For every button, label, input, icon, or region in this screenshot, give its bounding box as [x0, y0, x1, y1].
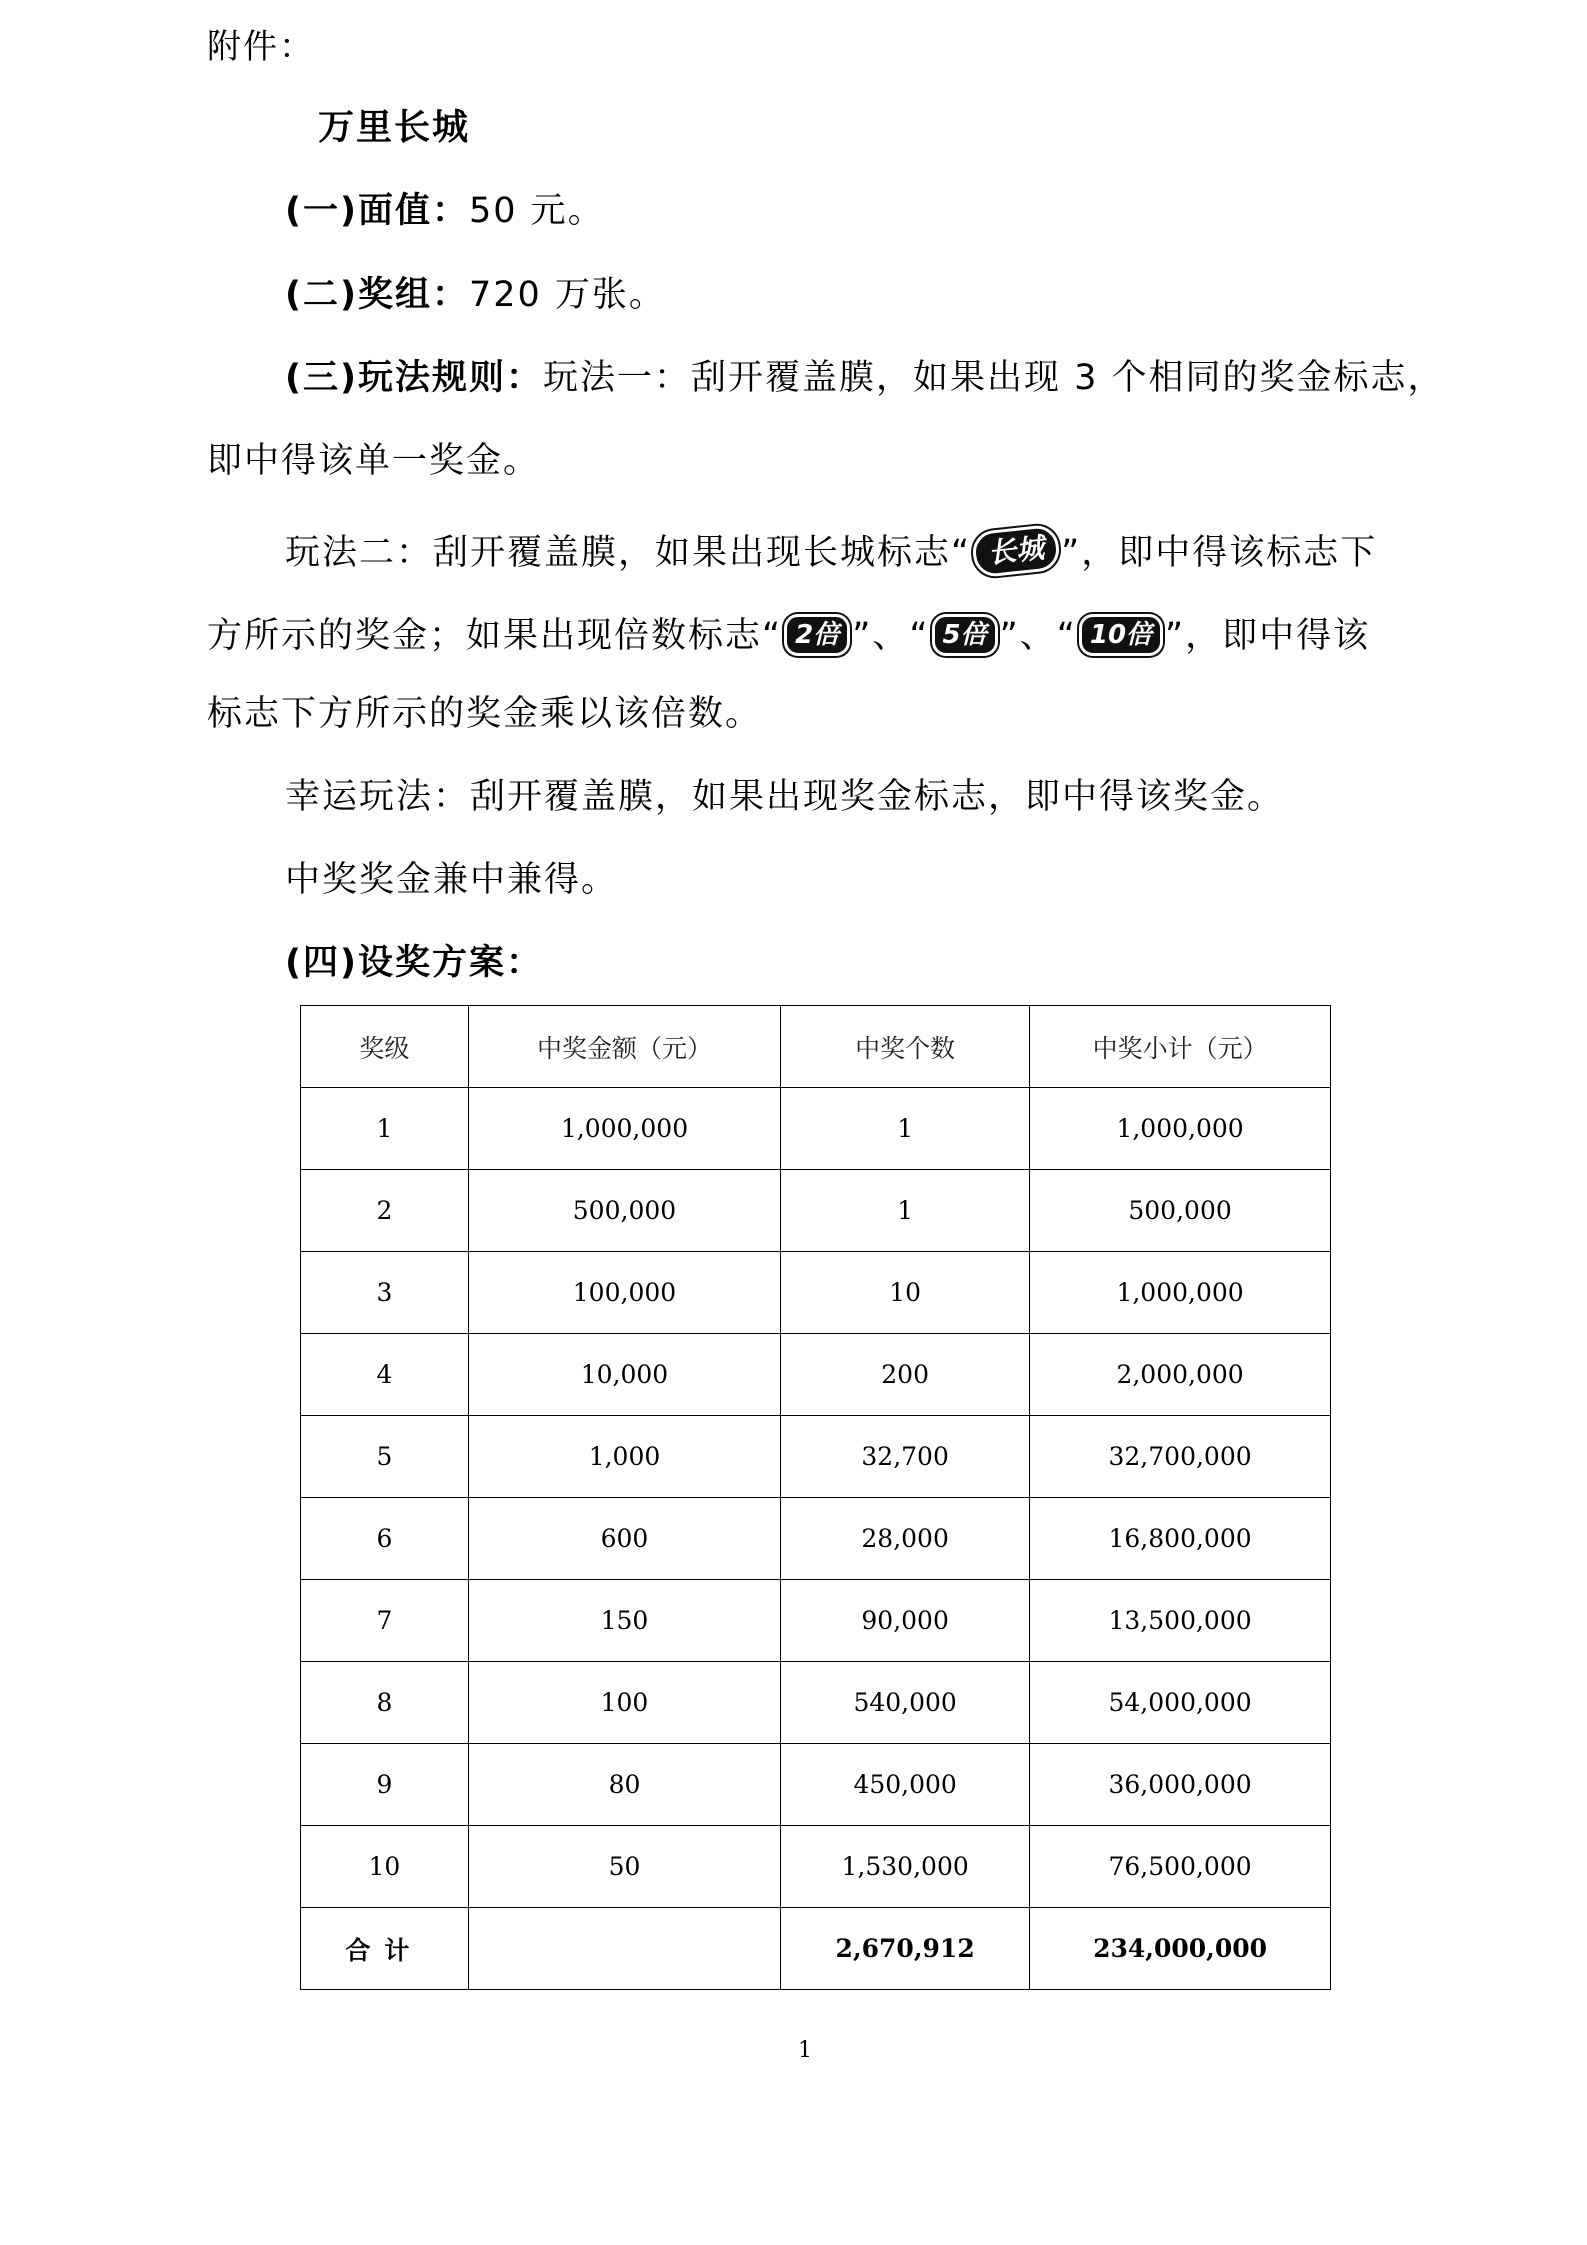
- column-header-level: 奖级: [301, 1006, 469, 1088]
- total-subtotal-cell: 234,000,000: [1030, 1908, 1331, 1990]
- rules-line-1: [285, 353, 1445, 403]
- face-value-line: [285, 186, 605, 236]
- prize-amount-cell: 1,000: [468, 1416, 780, 1498]
- column-header-amount: 中奖金额（元）: [468, 1006, 780, 1088]
- prize-level-cell: 1: [301, 1088, 469, 1170]
- prize-count-cell: 32,700: [781, 1416, 1030, 1498]
- prize-subtotal-cell: 54,000,000: [1030, 1662, 1331, 1744]
- total-label-cell: 合计: [301, 1908, 469, 1990]
- prize-count-cell: 1: [781, 1088, 1030, 1170]
- prize-plan-table: [300, 1005, 1331, 1990]
- play2-line-1: [285, 528, 1377, 578]
- table-total-row: [301, 1908, 1331, 1990]
- page-number: 1: [798, 2038, 812, 2063]
- prize-amount-cell: 50: [468, 1826, 780, 1908]
- prize-count-cell: 28,000: [781, 1498, 1030, 1580]
- play2-text-2b: ”，即中得该: [1165, 616, 1371, 656]
- prize-level-cell: 4: [301, 1334, 469, 1416]
- table-row: [301, 1252, 1331, 1334]
- prize-count-cell: 90,000: [781, 1580, 1030, 1662]
- column-header-subtotal: 中奖小计（元）: [1030, 1006, 1331, 1088]
- prize-plan-label: (四)设奖方案：: [285, 943, 543, 983]
- prize-level-cell: 2: [301, 1170, 469, 1252]
- lucky-play-line: 幸运玩法：刮开覆盖膜，如果出现奖金标志，即中得该奖金。: [285, 777, 1285, 817]
- prize-subtotal-cell: 1,000,000: [1030, 1252, 1331, 1334]
- table-row: [301, 1662, 1331, 1744]
- prize-amount-cell: 100,000: [468, 1252, 780, 1334]
- prize-count-cell: 10: [781, 1252, 1030, 1334]
- prize-level-cell: 8: [301, 1662, 469, 1744]
- prize-count-cell: 450,000: [781, 1744, 1030, 1826]
- great-wall-emblem-icon: 长城: [971, 524, 1061, 579]
- prize-subtotal-cell: 500,000: [1030, 1170, 1331, 1252]
- table-row: [301, 1170, 1331, 1252]
- prize-amount-cell: 10,000: [468, 1334, 780, 1416]
- column-header-count: 中奖个数: [781, 1006, 1030, 1088]
- play1-text-1: 玩法一：刮开覆盖膜，如果出现 3 个相同的奖金标志，: [543, 358, 1445, 398]
- table-row: [301, 1498, 1331, 1580]
- combined-prize-line: 中奖奖金兼中兼得。: [285, 860, 619, 900]
- prize-subtotal-cell: 2,000,000: [1030, 1334, 1331, 1416]
- prize-group-label: (二)奖组：: [285, 275, 469, 315]
- prize-count-cell: 1: [781, 1170, 1030, 1252]
- prize-group-text: 720 万张。: [469, 275, 666, 315]
- prize-level-cell: 3: [301, 1252, 469, 1334]
- total-amount-cell: [468, 1908, 780, 1990]
- prize-amount-cell: 1,000,000: [468, 1088, 780, 1170]
- prize-level-cell: 5: [301, 1416, 469, 1498]
- prize-group-line: [285, 270, 666, 320]
- table-row: [301, 1580, 1331, 1662]
- table-row: [301, 1334, 1331, 1416]
- separator-2: ”、“: [999, 616, 1077, 656]
- prize-subtotal-cell: 13,500,000: [1030, 1580, 1331, 1662]
- multiplier-10x-emblem-icon: 10倍: [1079, 614, 1163, 656]
- prize-amount-cell: 150: [468, 1580, 780, 1662]
- table-row: [301, 1416, 1331, 1498]
- prize-subtotal-cell: 1,000,000: [1030, 1088, 1331, 1170]
- prize-level-cell: 9: [301, 1744, 469, 1826]
- attachment-label: 附件：: [207, 27, 315, 67]
- table-header-row: [301, 1006, 1331, 1088]
- rules-line-2: 即中得该单一奖金。: [207, 441, 541, 481]
- play2-line-2: [207, 611, 1370, 661]
- play2-text-1a: 玩法二：刮开覆盖膜，如果出现长城标志“: [285, 533, 972, 573]
- document-title: 万里长城: [318, 107, 471, 148]
- prize-amount-cell: 80: [468, 1744, 780, 1826]
- table-row: [301, 1744, 1331, 1826]
- separator-1: ”、“: [852, 616, 930, 656]
- table-row: [301, 1826, 1331, 1908]
- prize-count-cell: 540,000: [781, 1662, 1030, 1744]
- prize-subtotal-cell: 76,500,000: [1030, 1826, 1331, 1908]
- prize-count-cell: 1,530,000: [781, 1826, 1030, 1908]
- total-count-cell: 2,670,912: [781, 1908, 1030, 1990]
- prize-subtotal-cell: 36,000,000: [1030, 1744, 1331, 1826]
- prize-level-cell: 10: [301, 1826, 469, 1908]
- prize-level-cell: 7: [301, 1580, 469, 1662]
- play2-text-2a: 方所示的奖金；如果出现倍数标志“: [207, 616, 783, 656]
- multiplier-5x-emblem-icon: 5倍: [932, 614, 998, 656]
- play2-text-1b: ”，即中得该标志下: [1061, 533, 1378, 573]
- prize-count-cell: 200: [781, 1334, 1030, 1416]
- prize-amount-cell: 600: [468, 1498, 780, 1580]
- face-value-text: 50 元。: [469, 191, 605, 231]
- table-row: [301, 1088, 1331, 1170]
- play2-line-3: 标志下方所示的奖金乘以该倍数。: [207, 694, 763, 734]
- prize-amount-cell: 500,000: [468, 1170, 780, 1252]
- prize-subtotal-cell: 32,700,000: [1030, 1416, 1331, 1498]
- face-value-label: (一)面值：: [285, 191, 469, 231]
- prize-subtotal-cell: 16,800,000: [1030, 1498, 1331, 1580]
- rules-label: (三)玩法规则：: [285, 358, 543, 398]
- multiplier-2x-emblem-icon: 2倍: [784, 614, 850, 656]
- prize-amount-cell: 100: [468, 1662, 780, 1744]
- prize-level-cell: 6: [301, 1498, 469, 1580]
